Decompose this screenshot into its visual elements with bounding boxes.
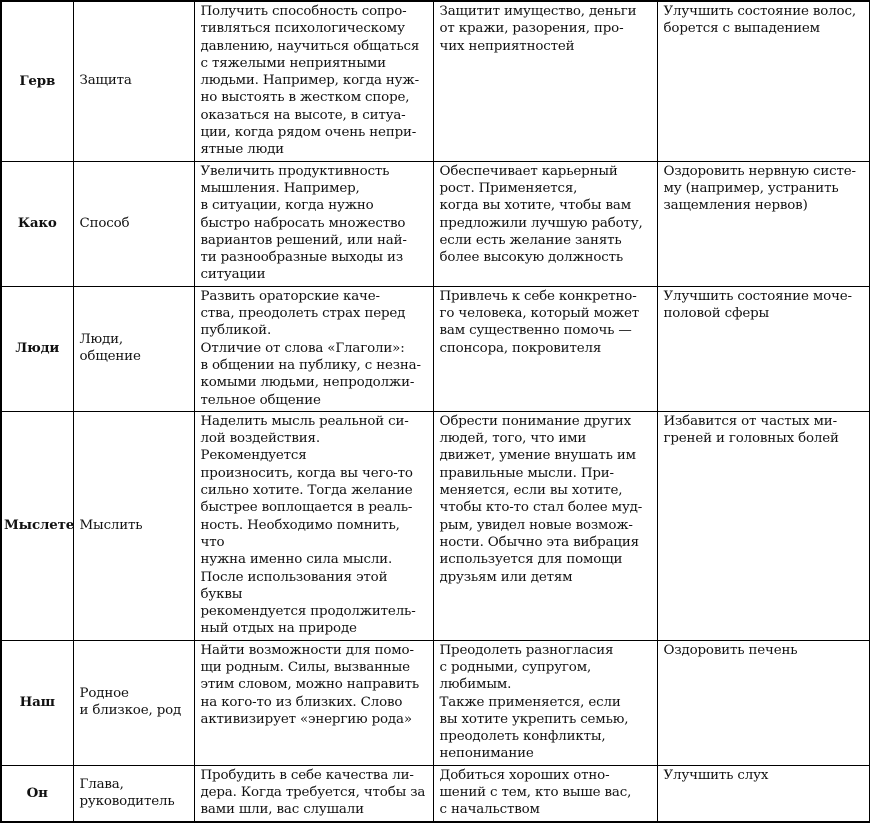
table-row (1, 161, 870, 286)
meaning-cell: Люди, общение (73, 286, 194, 411)
purpose-cell: Пробудить в себе качества ли- дера. Когда требуется, чтобы за вами шли, вас слушали (194, 765, 433, 822)
effect-cell: Обрести понимание других людей, того, что ими движет, умение внушать им правильные мысли. При- меняется, если вы хотите, чтобы кто-то стал более муд- рым, увидел новые возмож- ности. Обычно эта вибрация используется для помощи друзьям или детям (433, 411, 657, 640)
purpose-cell: Найти возможности для помо- щи родным. Силы, вызванные этим словом, можно направить на кого-то из близких. Слово активизирует «энергию рода» (194, 640, 433, 765)
letter-cell: Люди (1, 286, 73, 411)
purpose-cell: Увеличить продуктивность мышления. Например, в ситуации, когда нужно быстро набросать множество вариантов решений, или най- ти разнообразные выходы из ситуации (194, 161, 433, 286)
meaning-cell: Способ (73, 161, 194, 286)
meaning-cell: Глава, руководитель (73, 765, 194, 822)
health-cell: Избавится от частых ми- греней и головных болей (657, 411, 870, 640)
health-cell: Оздоровить печень (657, 640, 870, 765)
table-row (1, 1, 870, 161)
effect-cell: Обеспечивает карьерный рост. Применяется, когда вы хотите, чтобы вам предложили лучшую работу, если есть желание занять более высокую должность (433, 161, 657, 286)
purpose-cell: Развить ораторские каче- ства, преодолеть страх перед публикой. Отличие от слова «Глаголи»: в общении на публику, с незна- комыми людьми, непродолжи- тельное общение (194, 286, 433, 411)
effect-cell: Добиться хороших отно- шений с тем, кто выше вас, с начальством (433, 765, 657, 822)
letter-cell: Мыслете (1, 411, 73, 640)
effect-cell: Защитит имущество, деньги от кражи, разорения, про- чих неприятностей (433, 1, 657, 161)
effect-cell: Преодолеть разногласия с родными, супругом, любимым. Также применяется, если вы хотите укрепить семью, преодолеть конфликты, непонимание (433, 640, 657, 765)
purpose-cell: Наделить мысль реальной си- лой воздействия. Рекомендуется произносить, когда вы чего-то сильно хотите. Тогда желание быстрее воплощается в реаль- ность. Необходимо помнить, что нужна именно сила мысли. После использования этой буквы рекомендуется продолжитель- ный отдых на природе (194, 411, 433, 640)
table-row (1, 286, 870, 411)
table-row (1, 411, 870, 640)
letter-cell: Герв (1, 1, 73, 161)
health-cell: Улучшить состояние моче- половой сферы (657, 286, 870, 411)
health-cell: Улучшить слух (657, 765, 870, 822)
letter-cell: Он (1, 765, 73, 822)
meaning-cell: Мыслить (73, 411, 194, 640)
table-row (1, 640, 870, 765)
letter-cell: Наш (1, 640, 73, 765)
health-cell: Улучшить состояние волос, борется с выпадением (657, 1, 870, 161)
meaning-cell: Защита (73, 1, 194, 161)
letter-cell: Како (1, 161, 73, 286)
table-row (1, 765, 870, 822)
health-cell: Оздоровить нервную систе- му (например, устранить защемления нервов) (657, 161, 870, 286)
purpose-cell: Получить способность сопро- тивляться психологическому давлению, научиться общаться с тяжелыми неприятными людьми. Например, когда нуж- но выстоять в жестком споре, оказаться на высоте, в ситуа- ции, когда рядом очень непри- ятные люди (194, 1, 433, 161)
meaning-cell: Родное и близкое, род (73, 640, 194, 765)
effect-cell: Привлечь к себе конкретно- го человека, который может вам существенно помочь — спонсора, покровителя (433, 286, 657, 411)
